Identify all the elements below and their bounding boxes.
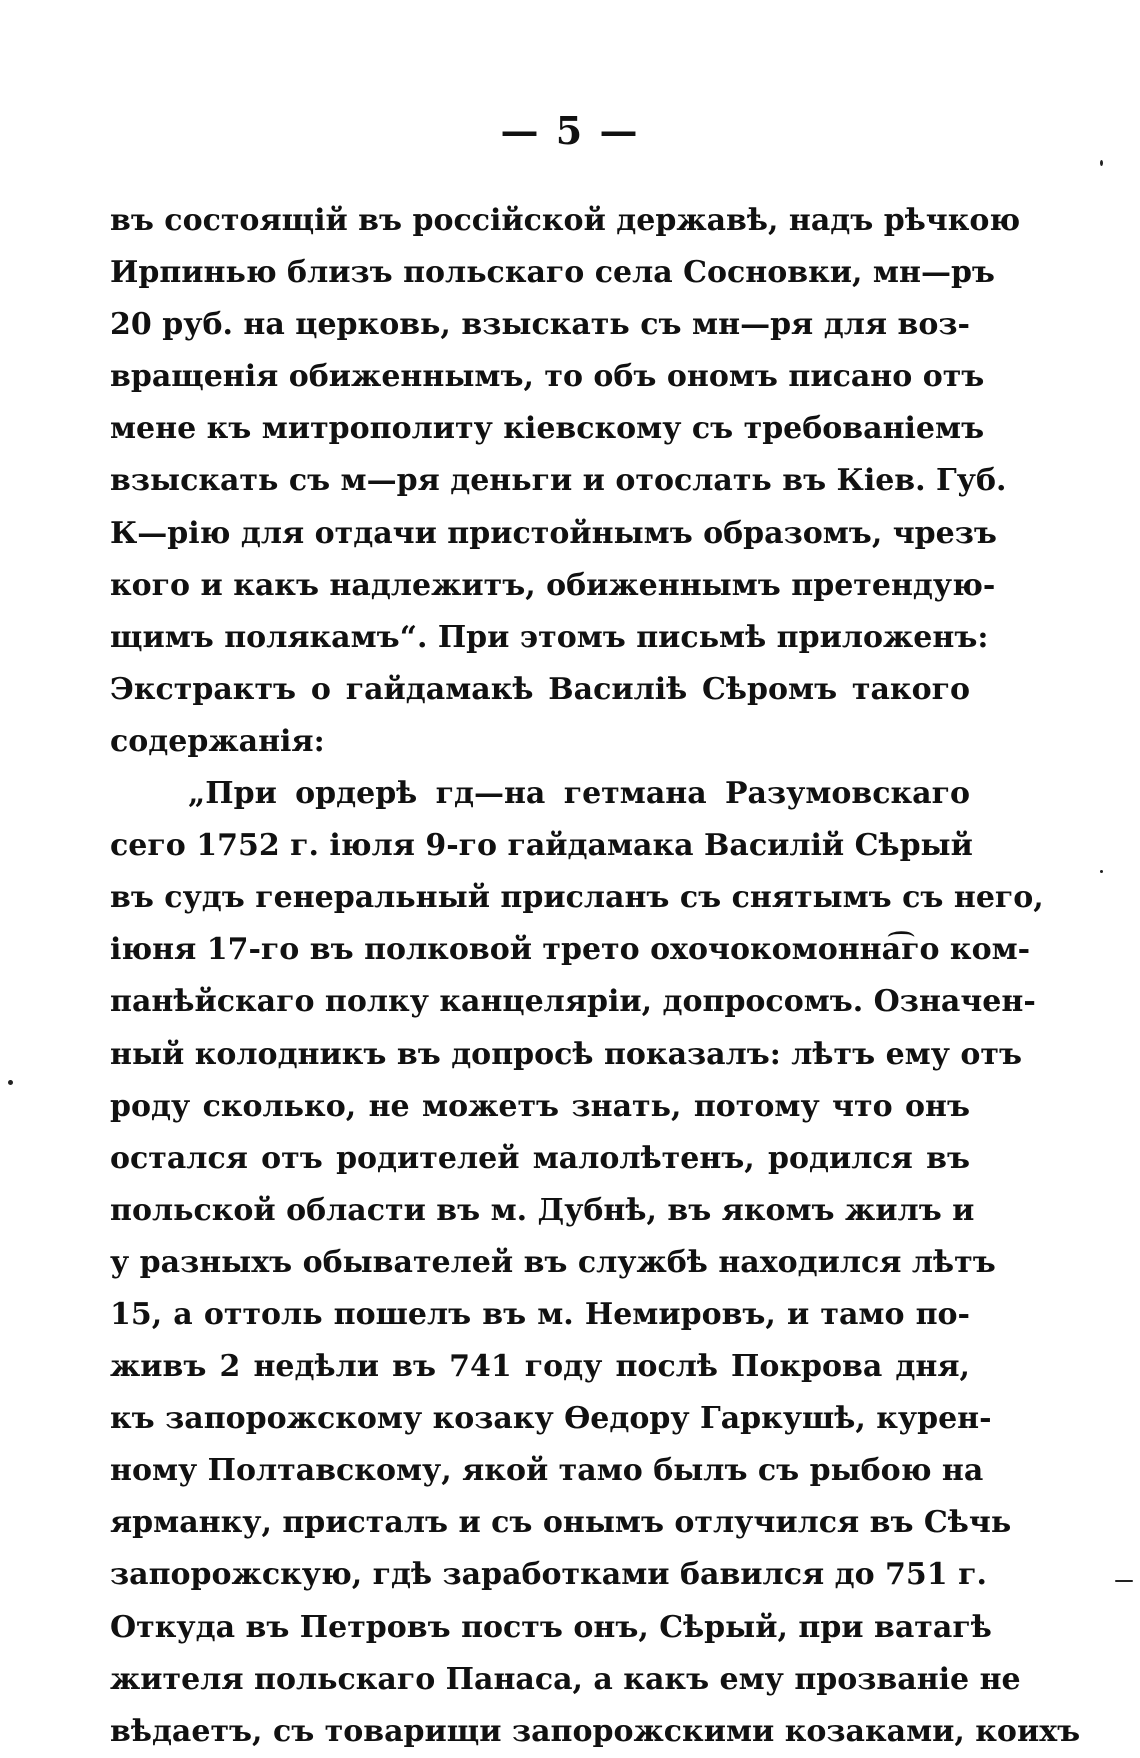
text-line: 20 руб. на церковь, взыскать съ мн—ря для воз-: [110, 307, 970, 343]
body-text: [110, 195, 1081, 1758]
scan-speck: [8, 1080, 13, 1085]
text-line: въ состоящій въ россійской державѣ, надъ рѣчкою: [110, 203, 1021, 238]
text-line: К—рію для отдачи пристойнымъ образомъ, чрезъ: [110, 515, 997, 551]
text-line: содержанія:: [110, 723, 325, 759]
text-line: Ирпинью близъ польскаго села Сосновки, мн—ръ: [110, 255, 995, 291]
text-line: взыскать съ м—ря деньги и отослать въ Кіев. Губ.: [110, 463, 1007, 499]
text-line: Экстрактъ о гайдамакѣ Василіѣ Сѣромъ такого: [110, 671, 970, 707]
scan-speck: [1100, 870, 1103, 873]
text-line: въ судъ генеральный присланъ съ снятымъ съ него,: [110, 880, 1044, 916]
text-line: панѣйскаго полку канцеляріи, допросомъ. Означен-: [110, 984, 1036, 1020]
text-line: запорожскую, гдѣ заработками бавился до 751 г.: [110, 1557, 987, 1593]
text-line: 15, а оттоль пошелъ въ м. Немировъ, и тамо по-: [110, 1296, 970, 1332]
text-line: щимъ полякамъ“. При этомъ письмѣ приложенъ:: [110, 619, 989, 655]
text-line: остался отъ родителей малолѣтенъ, родился въ: [110, 1140, 970, 1176]
text-line: іюня 17-го въ полковой трето охочокомонна͡го ком-: [110, 932, 1031, 968]
page-number: — 5 —: [500, 108, 640, 153]
text-line: роду сколько, не можетъ знать, потому что онъ: [110, 1088, 970, 1124]
text-line: вращенія обиженнымъ, то объ ономъ писано отъ: [110, 359, 985, 395]
scan-speck: [1115, 1580, 1133, 1582]
text-line: у разныхъ обывателей въ службѣ находился лѣтъ: [110, 1244, 996, 1280]
text-line: вѣдаетъ, съ товарищи запорожскими козаками, коихъ: [110, 1713, 1081, 1749]
text-line: мене къ митрополиту кіевскому съ требованіемъ: [110, 411, 985, 447]
text-line: къ запорожскому козаку Ѳедору Гаркушѣ, курен-: [110, 1401, 992, 1437]
text-line: живъ 2 недѣли въ 741 году послѣ Покрова дня,: [110, 1349, 970, 1385]
text-line: Откуда въ Петровъ постъ онъ, Сѣрый, при ватагѣ: [110, 1609, 992, 1645]
text-line: кого и какъ надлежитъ, обиженнымъ претендую-: [110, 567, 996, 603]
text-line: ный колодникъ въ допросѣ показалъ: лѣтъ ему отъ: [110, 1036, 1022, 1072]
text-line: польской области въ м. Дубнѣ, въ якомъ жилъ и: [110, 1192, 975, 1228]
text-line: „При ордерѣ гд—на гетмана Разумовскаго: [188, 776, 970, 812]
text-line: ярманку, присталъ и съ онымъ отлучился въ Сѣчь: [110, 1505, 1012, 1541]
text-line: сего 1752 г. іюля 9-го гайдамака Василій Сѣрый: [110, 828, 973, 864]
text-line: ному Полтавскому, якой тамо былъ съ рыбою на: [110, 1453, 984, 1489]
scan-speck: [1100, 160, 1103, 166]
text-line: жителя польскаго Панаса, а какъ ему прозваніе не: [110, 1661, 1021, 1697]
